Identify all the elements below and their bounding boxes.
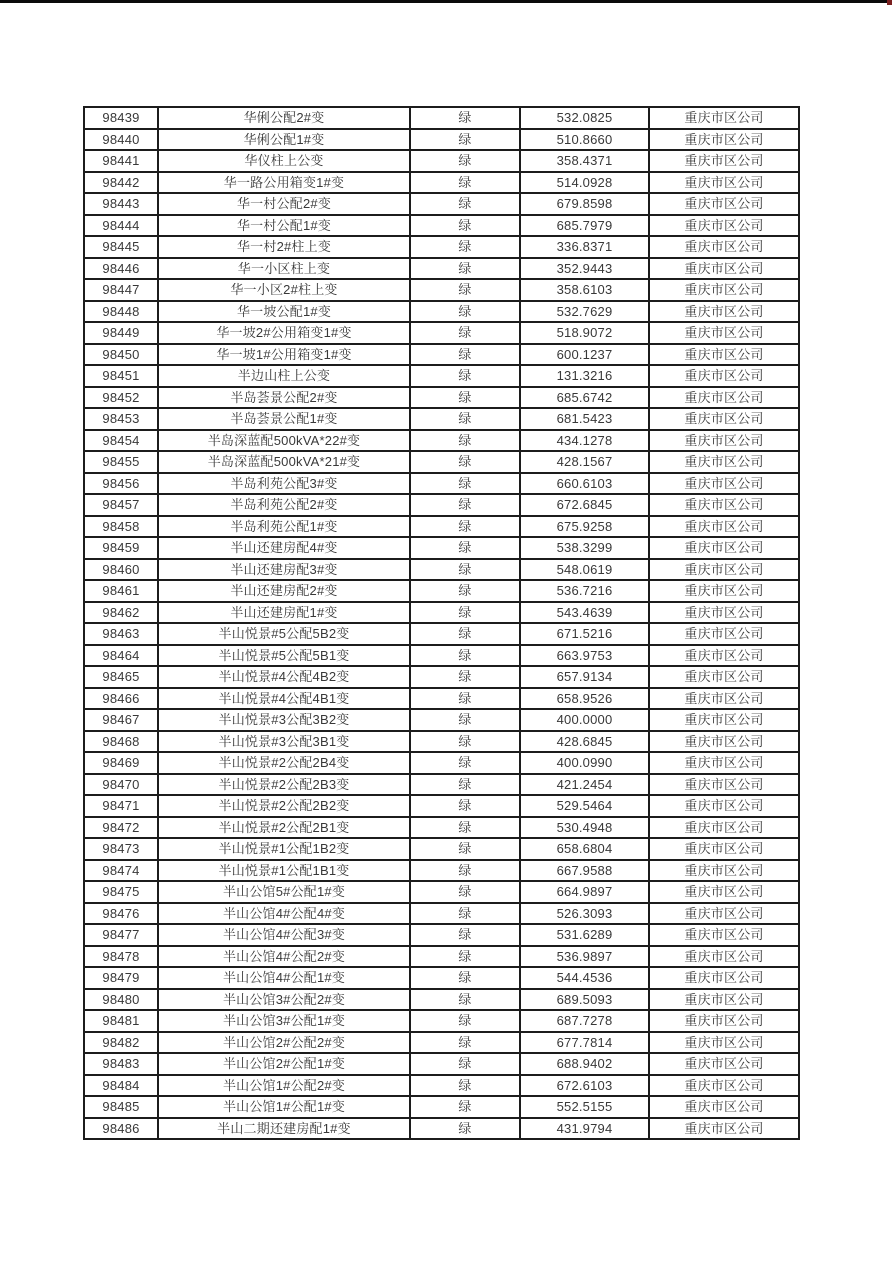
table-row	[84, 903, 799, 925]
table-row	[84, 602, 799, 624]
status-cell: 绿	[410, 774, 520, 796]
device-name-cell: 华一小区2#柱上变	[158, 279, 410, 301]
value-cell: 688.9402	[520, 1053, 649, 1075]
row-id-cell: 98480	[84, 989, 158, 1011]
table-row	[84, 1118, 799, 1140]
value-cell: 679.8598	[520, 193, 649, 215]
device-name-cell: 半山还建房配1#变	[158, 602, 410, 624]
device-name-cell: 华仪柱上公变	[158, 150, 410, 172]
status-cell: 绿	[410, 623, 520, 645]
value-cell: 675.9258	[520, 516, 649, 538]
status-cell: 绿	[410, 279, 520, 301]
value-cell: 689.5093	[520, 989, 649, 1011]
company-cell: 重庆市区公司	[649, 559, 799, 581]
value-cell: 530.4948	[520, 817, 649, 839]
row-id-cell: 98448	[84, 301, 158, 323]
device-name-cell: 半山公馆5#公配1#变	[158, 881, 410, 903]
status-cell: 绿	[410, 516, 520, 538]
status-cell: 绿	[410, 215, 520, 237]
status-cell: 绿	[410, 236, 520, 258]
status-cell: 绿	[410, 924, 520, 946]
status-cell: 绿	[410, 795, 520, 817]
company-cell: 重庆市区公司	[649, 666, 799, 688]
company-cell: 重庆市区公司	[649, 344, 799, 366]
row-id-cell: 98451	[84, 365, 158, 387]
row-id-cell: 98457	[84, 494, 158, 516]
row-id-cell: 98450	[84, 344, 158, 366]
device-name-cell: 半山悦景#1公配1B2变	[158, 838, 410, 860]
company-cell: 重庆市区公司	[649, 451, 799, 473]
table-row	[84, 301, 799, 323]
table-row	[84, 537, 799, 559]
value-cell: 514.0928	[520, 172, 649, 194]
status-cell: 绿	[410, 666, 520, 688]
table-row	[84, 322, 799, 344]
status-cell: 绿	[410, 709, 520, 731]
company-cell: 重庆市区公司	[649, 1053, 799, 1075]
company-cell: 重庆市区公司	[649, 301, 799, 323]
value-cell: 677.7814	[520, 1032, 649, 1054]
value-cell: 532.0825	[520, 107, 649, 129]
table-row	[84, 516, 799, 538]
device-name-cell: 华一坡1#公用箱变1#变	[158, 344, 410, 366]
company-cell: 重庆市区公司	[649, 193, 799, 215]
status-cell: 绿	[410, 752, 520, 774]
row-id-cell: 98486	[84, 1118, 158, 1140]
device-name-cell: 半边山柱上公变	[158, 365, 410, 387]
table-row	[84, 580, 799, 602]
table-row	[84, 473, 799, 495]
row-id-cell: 98460	[84, 559, 158, 581]
company-cell: 重庆市区公司	[649, 408, 799, 430]
value-cell: 536.7216	[520, 580, 649, 602]
value-cell: 428.1567	[520, 451, 649, 473]
value-cell: 529.5464	[520, 795, 649, 817]
status-cell: 绿	[410, 322, 520, 344]
table-row	[84, 258, 799, 280]
value-cell: 672.6845	[520, 494, 649, 516]
table-row	[84, 623, 799, 645]
row-id-cell: 98459	[84, 537, 158, 559]
status-cell: 绿	[410, 688, 520, 710]
company-cell: 重庆市区公司	[649, 1096, 799, 1118]
device-name-cell: 半岛利苑公配1#变	[158, 516, 410, 538]
device-name-cell: 半山悦景#1公配1B1变	[158, 860, 410, 882]
table-row	[84, 150, 799, 172]
row-id-cell: 98485	[84, 1096, 158, 1118]
value-cell: 336.8371	[520, 236, 649, 258]
status-cell: 绿	[410, 430, 520, 452]
value-cell: 358.4371	[520, 150, 649, 172]
device-name-cell: 半山公馆1#公配2#变	[158, 1075, 410, 1097]
row-id-cell: 98442	[84, 172, 158, 194]
table-row	[84, 365, 799, 387]
value-cell: 543.4639	[520, 602, 649, 624]
status-cell: 绿	[410, 387, 520, 409]
company-cell: 重庆市区公司	[649, 172, 799, 194]
table-row	[84, 193, 799, 215]
status-cell: 绿	[410, 1118, 520, 1140]
table-row	[84, 1010, 799, 1032]
value-cell: 358.6103	[520, 279, 649, 301]
value-cell: 428.6845	[520, 731, 649, 753]
device-name-cell: 半山公馆3#公配1#变	[158, 1010, 410, 1032]
company-cell: 重庆市区公司	[649, 279, 799, 301]
table-row	[84, 817, 799, 839]
company-cell: 重庆市区公司	[649, 387, 799, 409]
table-row	[84, 559, 799, 581]
table-row	[84, 989, 799, 1011]
device-name-cell: 华一小区柱上变	[158, 258, 410, 280]
row-id-cell: 98483	[84, 1053, 158, 1075]
device-name-cell: 半岛利苑公配3#变	[158, 473, 410, 495]
row-id-cell: 98456	[84, 473, 158, 495]
row-id-cell: 98439	[84, 107, 158, 129]
value-cell: 434.1278	[520, 430, 649, 452]
status-cell: 绿	[410, 817, 520, 839]
table-row	[84, 666, 799, 688]
status-cell: 绿	[410, 645, 520, 667]
table-row	[84, 1053, 799, 1075]
device-name-cell: 半山公馆4#公配2#变	[158, 946, 410, 968]
company-cell: 重庆市区公司	[649, 946, 799, 968]
table-row	[84, 946, 799, 968]
device-name-cell: 半岛深蓝配500kVA*22#变	[158, 430, 410, 452]
value-cell: 671.5216	[520, 623, 649, 645]
value-cell: 663.9753	[520, 645, 649, 667]
device-name-cell: 半山悦景#5公配5B1变	[158, 645, 410, 667]
value-cell: 352.9443	[520, 258, 649, 280]
status-cell: 绿	[410, 946, 520, 968]
company-cell: 重庆市区公司	[649, 107, 799, 129]
device-name-cell: 半山还建房配2#变	[158, 580, 410, 602]
row-id-cell: 98471	[84, 795, 158, 817]
value-cell: 658.6804	[520, 838, 649, 860]
row-id-cell: 98449	[84, 322, 158, 344]
value-cell: 526.3093	[520, 903, 649, 925]
table-row	[84, 645, 799, 667]
status-cell: 绿	[410, 1053, 520, 1075]
transformer-table-body	[84, 107, 799, 1139]
row-id-cell: 98452	[84, 387, 158, 409]
row-id-cell: 98466	[84, 688, 158, 710]
table-row	[84, 1075, 799, 1097]
table-row	[84, 129, 799, 151]
device-name-cell: 半山悦景#2公配2B2变	[158, 795, 410, 817]
row-id-cell: 98453	[84, 408, 158, 430]
company-cell: 重庆市区公司	[649, 774, 799, 796]
scan-artifact	[887, 0, 892, 5]
table-row	[84, 344, 799, 366]
company-cell: 重庆市区公司	[649, 473, 799, 495]
company-cell: 重庆市区公司	[649, 258, 799, 280]
row-id-cell: 98479	[84, 967, 158, 989]
row-id-cell: 98477	[84, 924, 158, 946]
company-cell: 重庆市区公司	[649, 838, 799, 860]
transformer-table	[83, 106, 800, 1140]
device-name-cell: 半山悦景#2公配2B3变	[158, 774, 410, 796]
row-id-cell: 98482	[84, 1032, 158, 1054]
company-cell: 重庆市区公司	[649, 860, 799, 882]
table-row	[84, 860, 799, 882]
device-name-cell: 半山悦景#4公配4B1变	[158, 688, 410, 710]
row-id-cell: 98468	[84, 731, 158, 753]
company-cell: 重庆市区公司	[649, 1075, 799, 1097]
row-id-cell: 98446	[84, 258, 158, 280]
company-cell: 重庆市区公司	[649, 365, 799, 387]
company-cell: 重庆市区公司	[649, 903, 799, 925]
value-cell: 660.6103	[520, 473, 649, 495]
value-cell: 600.1237	[520, 344, 649, 366]
row-id-cell: 98440	[84, 129, 158, 151]
status-cell: 绿	[410, 344, 520, 366]
status-cell: 绿	[410, 172, 520, 194]
row-id-cell: 98445	[84, 236, 158, 258]
row-id-cell: 98465	[84, 666, 158, 688]
status-cell: 绿	[410, 150, 520, 172]
device-name-cell: 华一村2#柱上变	[158, 236, 410, 258]
table-row	[84, 1096, 799, 1118]
value-cell: 431.9794	[520, 1118, 649, 1140]
row-id-cell: 98443	[84, 193, 158, 215]
value-cell: 685.6742	[520, 387, 649, 409]
device-name-cell: 半山悦景#3公配3B2变	[158, 709, 410, 731]
company-cell: 重庆市区公司	[649, 752, 799, 774]
company-cell: 重庆市区公司	[649, 623, 799, 645]
table-row	[84, 387, 799, 409]
status-cell: 绿	[410, 989, 520, 1011]
status-cell: 绿	[410, 602, 520, 624]
value-cell: 518.9072	[520, 322, 649, 344]
value-cell: 667.9588	[520, 860, 649, 882]
table-row	[84, 215, 799, 237]
status-cell: 绿	[410, 559, 520, 581]
device-name-cell: 华一村公配2#变	[158, 193, 410, 215]
table-row	[84, 731, 799, 753]
row-id-cell: 98447	[84, 279, 158, 301]
row-id-cell: 98478	[84, 946, 158, 968]
status-cell: 绿	[410, 731, 520, 753]
device-name-cell: 半山悦景#2公配2B1变	[158, 817, 410, 839]
status-cell: 绿	[410, 473, 520, 495]
row-id-cell: 98441	[84, 150, 158, 172]
row-id-cell: 98474	[84, 860, 158, 882]
status-cell: 绿	[410, 301, 520, 323]
row-id-cell: 98463	[84, 623, 158, 645]
row-id-cell: 98454	[84, 430, 158, 452]
table-row	[84, 172, 799, 194]
value-cell: 131.3216	[520, 365, 649, 387]
page-top-edge	[0, 0, 892, 3]
company-cell: 重庆市区公司	[649, 215, 799, 237]
status-cell: 绿	[410, 193, 520, 215]
company-cell: 重庆市区公司	[649, 989, 799, 1011]
status-cell: 绿	[410, 1075, 520, 1097]
table-row	[84, 1032, 799, 1054]
status-cell: 绿	[410, 1032, 520, 1054]
value-cell: 548.0619	[520, 559, 649, 581]
table-row	[84, 795, 799, 817]
status-cell: 绿	[410, 107, 520, 129]
device-name-cell: 半岛荟景公配2#变	[158, 387, 410, 409]
table-row	[84, 107, 799, 129]
table-row	[84, 924, 799, 946]
table-row	[84, 408, 799, 430]
device-name-cell: 半山公馆4#公配3#变	[158, 924, 410, 946]
device-name-cell: 半山公馆2#公配1#变	[158, 1053, 410, 1075]
table-row	[84, 752, 799, 774]
device-name-cell: 华一路公用箱变1#变	[158, 172, 410, 194]
value-cell: 687.7278	[520, 1010, 649, 1032]
row-id-cell: 98464	[84, 645, 158, 667]
company-cell: 重庆市区公司	[649, 129, 799, 151]
row-id-cell: 98469	[84, 752, 158, 774]
row-id-cell: 98484	[84, 1075, 158, 1097]
row-id-cell: 98458	[84, 516, 158, 538]
device-name-cell: 华俐公配2#变	[158, 107, 410, 129]
company-cell: 重庆市区公司	[649, 430, 799, 452]
status-cell: 绿	[410, 494, 520, 516]
company-cell: 重庆市区公司	[649, 516, 799, 538]
device-name-cell: 半岛荟景公配1#变	[158, 408, 410, 430]
table-row	[84, 688, 799, 710]
value-cell: 421.2454	[520, 774, 649, 796]
value-cell: 544.4536	[520, 967, 649, 989]
table-row	[84, 967, 799, 989]
company-cell: 重庆市区公司	[649, 580, 799, 602]
table-row	[84, 430, 799, 452]
device-name-cell: 半山悦景#2公配2B4变	[158, 752, 410, 774]
status-cell: 绿	[410, 365, 520, 387]
value-cell: 672.6103	[520, 1075, 649, 1097]
device-name-cell: 半山公馆4#公配4#变	[158, 903, 410, 925]
table-row	[84, 279, 799, 301]
device-name-cell: 半山还建房配4#变	[158, 537, 410, 559]
value-cell: 400.0000	[520, 709, 649, 731]
device-name-cell: 华一坡公配1#变	[158, 301, 410, 323]
table-row	[84, 494, 799, 516]
device-name-cell: 华一坡2#公用箱变1#变	[158, 322, 410, 344]
row-id-cell: 98467	[84, 709, 158, 731]
value-cell: 532.7629	[520, 301, 649, 323]
row-id-cell: 98481	[84, 1010, 158, 1032]
value-cell: 552.5155	[520, 1096, 649, 1118]
value-cell: 531.6289	[520, 924, 649, 946]
table-row	[84, 451, 799, 473]
device-name-cell: 半山公馆1#公配1#变	[158, 1096, 410, 1118]
row-id-cell: 98470	[84, 774, 158, 796]
status-cell: 绿	[410, 838, 520, 860]
company-cell: 重庆市区公司	[649, 537, 799, 559]
company-cell: 重庆市区公司	[649, 967, 799, 989]
value-cell: 681.5423	[520, 408, 649, 430]
status-cell: 绿	[410, 258, 520, 280]
company-cell: 重庆市区公司	[649, 817, 799, 839]
status-cell: 绿	[410, 580, 520, 602]
company-cell: 重庆市区公司	[649, 1118, 799, 1140]
status-cell: 绿	[410, 129, 520, 151]
table-row	[84, 881, 799, 903]
status-cell: 绿	[410, 1096, 520, 1118]
company-cell: 重庆市区公司	[649, 1032, 799, 1054]
company-cell: 重庆市区公司	[649, 688, 799, 710]
status-cell: 绿	[410, 451, 520, 473]
company-cell: 重庆市区公司	[649, 709, 799, 731]
value-cell: 536.9897	[520, 946, 649, 968]
row-id-cell: 98473	[84, 838, 158, 860]
status-cell: 绿	[410, 537, 520, 559]
device-name-cell: 半山悦景#3公配3B1变	[158, 731, 410, 753]
row-id-cell: 98444	[84, 215, 158, 237]
value-cell: 658.9526	[520, 688, 649, 710]
row-id-cell: 98476	[84, 903, 158, 925]
device-name-cell: 半山二期还建房配1#变	[158, 1118, 410, 1140]
device-name-cell: 半山悦景#4公配4B2变	[158, 666, 410, 688]
device-name-cell: 华俐公配1#变	[158, 129, 410, 151]
company-cell: 重庆市区公司	[649, 795, 799, 817]
device-name-cell: 半岛深蓝配500kVA*21#变	[158, 451, 410, 473]
table-row	[84, 774, 799, 796]
company-cell: 重庆市区公司	[649, 236, 799, 258]
row-id-cell: 98475	[84, 881, 158, 903]
row-id-cell: 98472	[84, 817, 158, 839]
status-cell: 绿	[410, 881, 520, 903]
status-cell: 绿	[410, 903, 520, 925]
device-name-cell: 半山还建房配3#变	[158, 559, 410, 581]
company-cell: 重庆市区公司	[649, 494, 799, 516]
device-name-cell: 半山公馆3#公配2#变	[158, 989, 410, 1011]
device-name-cell: 半岛利苑公配2#变	[158, 494, 410, 516]
table-row	[84, 838, 799, 860]
company-cell: 重庆市区公司	[649, 645, 799, 667]
value-cell: 538.3299	[520, 537, 649, 559]
status-cell: 绿	[410, 1010, 520, 1032]
company-cell: 重庆市区公司	[649, 322, 799, 344]
table-row	[84, 236, 799, 258]
device-name-cell: 华一村公配1#变	[158, 215, 410, 237]
row-id-cell: 98455	[84, 451, 158, 473]
status-cell: 绿	[410, 967, 520, 989]
device-name-cell: 半山公馆2#公配2#变	[158, 1032, 410, 1054]
value-cell: 664.9897	[520, 881, 649, 903]
company-cell: 重庆市区公司	[649, 924, 799, 946]
value-cell: 685.7979	[520, 215, 649, 237]
table-row	[84, 709, 799, 731]
company-cell: 重庆市区公司	[649, 731, 799, 753]
company-cell: 重庆市区公司	[649, 1010, 799, 1032]
device-name-cell: 半山悦景#5公配5B2变	[158, 623, 410, 645]
value-cell: 400.0990	[520, 752, 649, 774]
device-name-cell: 半山公馆4#公配1#变	[158, 967, 410, 989]
value-cell: 657.9134	[520, 666, 649, 688]
status-cell: 绿	[410, 860, 520, 882]
row-id-cell: 98461	[84, 580, 158, 602]
row-id-cell: 98462	[84, 602, 158, 624]
company-cell: 重庆市区公司	[649, 150, 799, 172]
company-cell: 重庆市区公司	[649, 602, 799, 624]
value-cell: 510.8660	[520, 129, 649, 151]
status-cell: 绿	[410, 408, 520, 430]
company-cell: 重庆市区公司	[649, 881, 799, 903]
